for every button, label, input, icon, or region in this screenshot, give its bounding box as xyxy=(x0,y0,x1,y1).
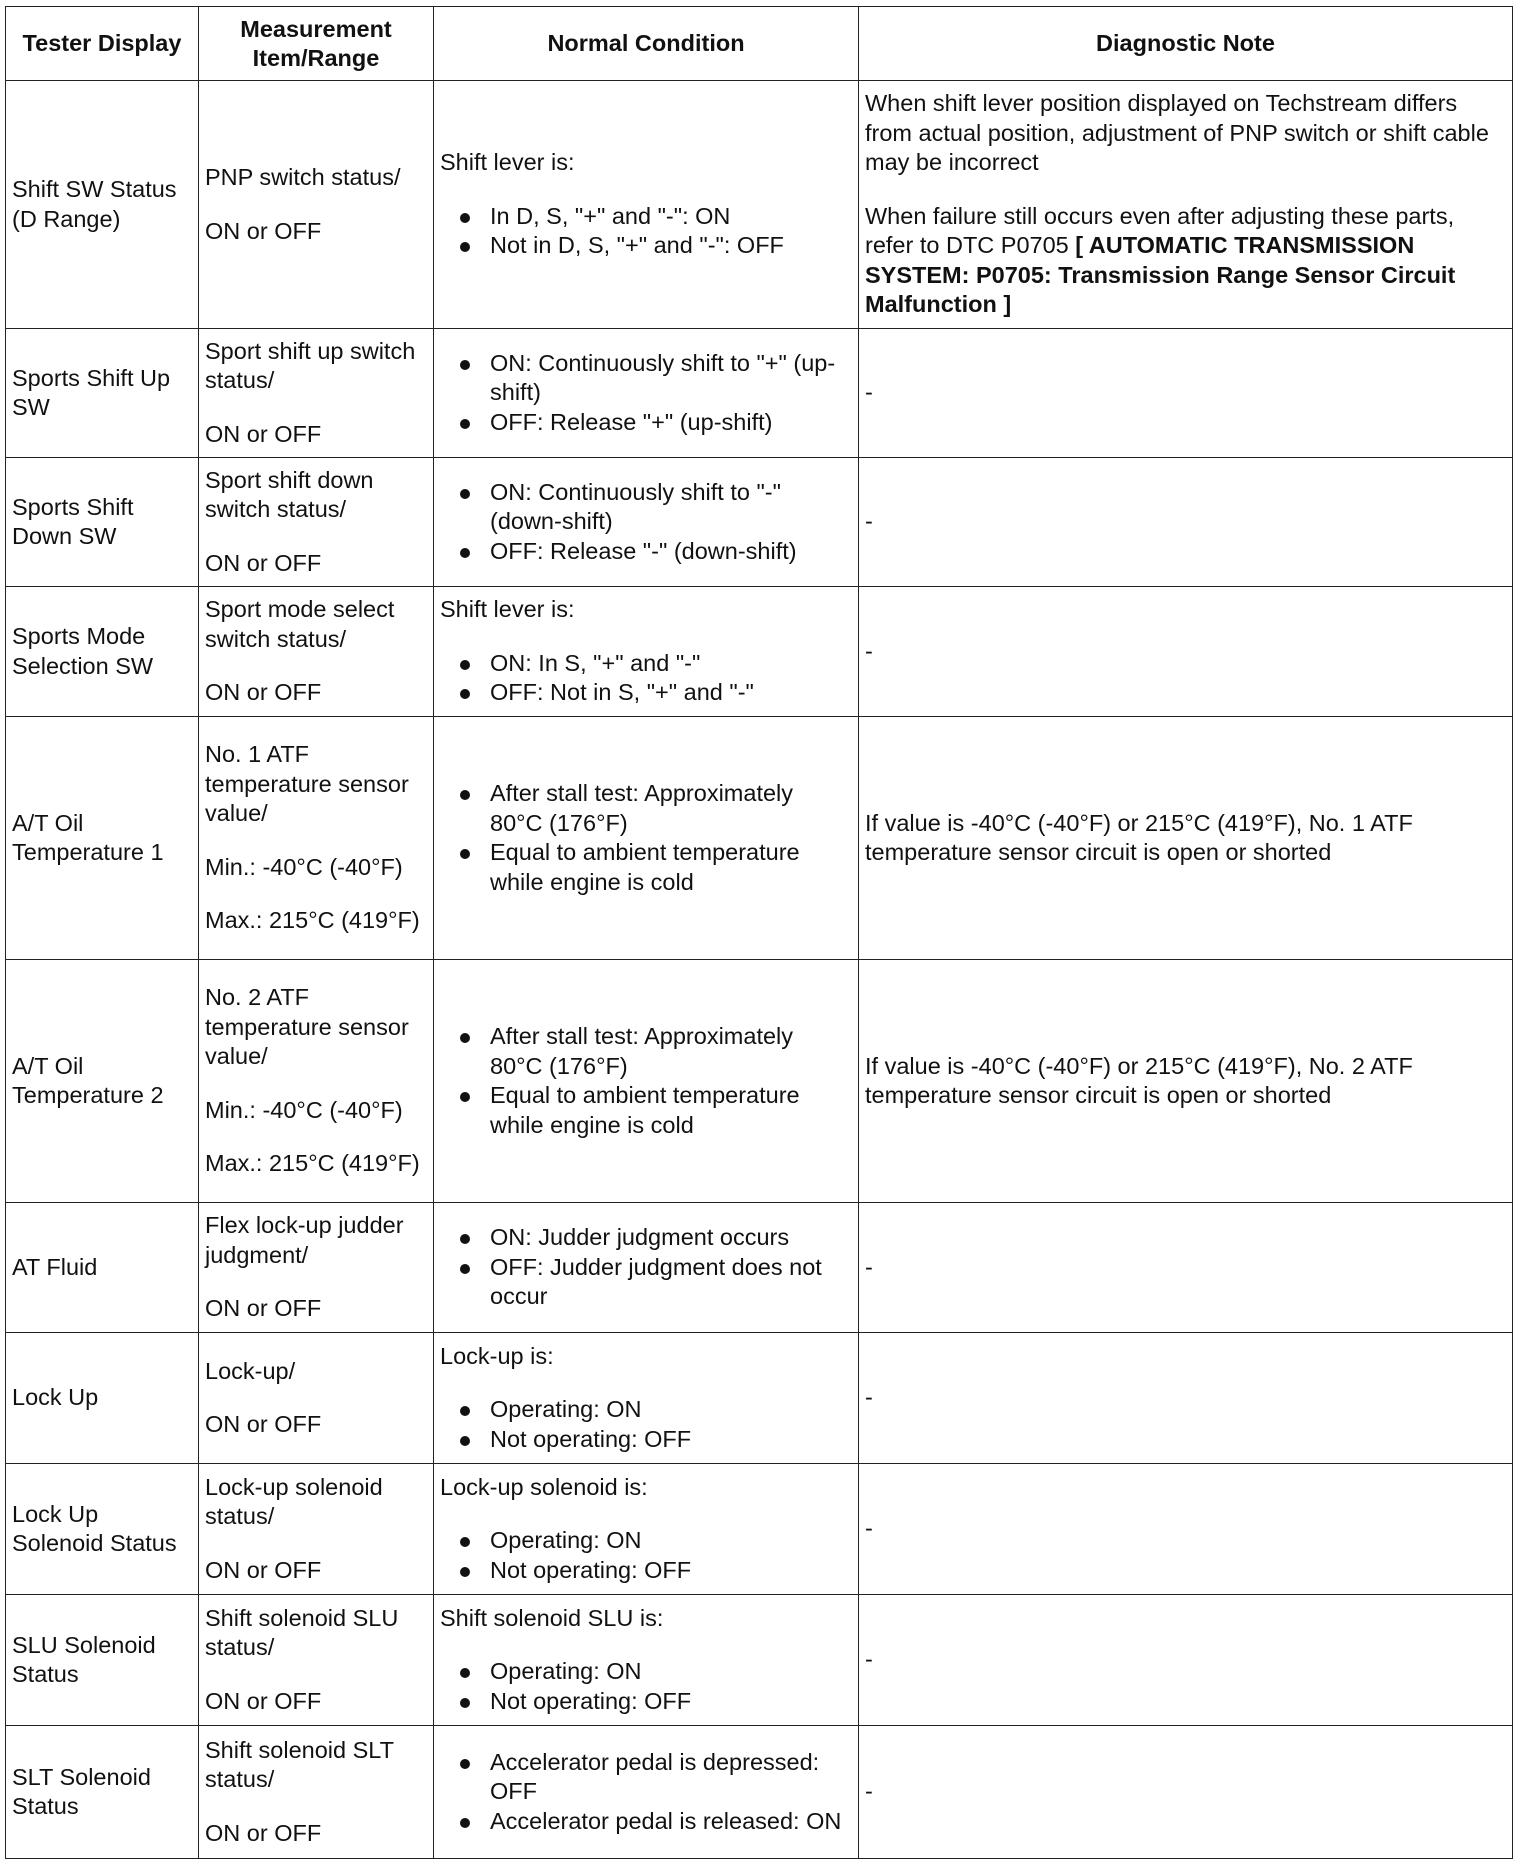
measurement-item: No. 2 ATF temperature sensor value/ xyxy=(205,984,409,1070)
list-item: Not operating: OFF xyxy=(440,1425,852,1455)
measurement-cell xyxy=(199,81,434,329)
tester-display-cell: A/T Oil Temperature 2 xyxy=(6,960,199,1203)
measurement-range: ON or OFF xyxy=(205,420,322,447)
header-tester-display: Tester Display xyxy=(6,7,199,81)
diagnostic-data-table xyxy=(5,6,1513,1859)
measurement-range: ON or OFF xyxy=(205,1295,322,1322)
diagnostic-note-cell: If value is -40°C (-40°F) or 215°C (419°F), No. 2 ATF temperature sensor circuit is open or shorted xyxy=(859,960,1513,1203)
list-item: Equal to ambient temperature while engine is cold xyxy=(440,838,852,897)
diagnostic-note-cell: - xyxy=(859,458,1513,587)
header-row xyxy=(6,7,1513,81)
tester-display-cell: Sports Mode Selection SW xyxy=(6,587,199,717)
table-row xyxy=(6,1333,1513,1464)
condition-list xyxy=(440,349,852,438)
table-row xyxy=(6,81,1513,329)
condition-list xyxy=(440,1223,852,1312)
tester-display-cell: Lock Up Solenoid Status xyxy=(6,1464,199,1595)
condition-list xyxy=(440,1748,852,1837)
list-item: After stall test: Approximately 80°C (176°F) xyxy=(440,779,852,838)
list-item: OFF: Release "-" (down-shift) xyxy=(440,537,852,567)
list-item: Equal to ambient temperature while engine is cold xyxy=(440,1081,852,1140)
measurement-item: Flex lock-up judder judgment/ xyxy=(205,1212,404,1268)
list-item: Not in D, S, "+" and "-": OFF xyxy=(440,231,852,261)
measurement-cell xyxy=(199,1203,434,1333)
tester-display-cell: AT Fluid xyxy=(6,1203,199,1333)
normal-condition-cell xyxy=(434,329,859,458)
measurement-cell xyxy=(199,717,434,960)
header-normal-condition: Normal Condition xyxy=(434,7,859,81)
measurement-item: Shift solenoid SLT status/ xyxy=(205,1736,394,1793)
measurement-cell xyxy=(199,1595,434,1726)
condition-lead: Shift lever is: xyxy=(440,149,575,176)
condition-list xyxy=(440,1022,852,1140)
normal-condition-cell xyxy=(434,1595,859,1726)
list-item: OFF: Not in S, "+" and "-" xyxy=(440,678,852,708)
condition-lead: Shift solenoid SLU is: xyxy=(440,1604,664,1631)
condition-list xyxy=(440,478,852,567)
list-item: Accelerator pedal is released: ON xyxy=(440,1807,852,1837)
measurement-cell xyxy=(199,458,434,587)
measurement-cell xyxy=(199,1464,434,1595)
list-item: ON: Continuously shift to "+" (up-shift) xyxy=(440,349,852,408)
measurement-range: ON or OFF xyxy=(205,1819,322,1846)
list-item: Not operating: OFF xyxy=(440,1556,852,1586)
condition-lead: Lock-up is: xyxy=(440,1342,554,1369)
list-item: OFF: Judder judgment does not occur xyxy=(440,1253,852,1312)
measurement-max: Max.: 215°C (419°F) xyxy=(205,907,420,934)
list-item: ON: In S, "+" and "-" xyxy=(440,649,852,679)
table-row xyxy=(6,329,1513,458)
measurement-item: Sport shift up switch status/ xyxy=(205,337,416,394)
list-item: OFF: Release "+" (up-shift) xyxy=(440,408,852,438)
diagnostic-note-cell: - xyxy=(859,587,1513,717)
dtc-reference-link[interactable]: [ AUTOMATIC TRANSMISSION SYSTEM: P0705: Transmission Range Sensor Circuit Malfunction ] xyxy=(865,232,1456,318)
diagnostic-note-cell: - xyxy=(859,1595,1513,1726)
table-row xyxy=(6,1464,1513,1595)
header-measurement-item: Measurement Item/Range xyxy=(199,7,434,81)
diagnostic-note-cell: - xyxy=(859,1333,1513,1464)
measurement-cell xyxy=(199,960,434,1203)
condition-list xyxy=(440,649,852,708)
measurement-cell xyxy=(199,587,434,717)
list-item: Operating: ON xyxy=(440,1395,852,1425)
tester-display-cell: SLT Solenoid Status xyxy=(6,1726,199,1859)
table-row xyxy=(6,458,1513,587)
measurement-min: Min.: -40°C (-40°F) xyxy=(205,1096,403,1123)
measurement-item: No. 1 ATF temperature sensor value/ xyxy=(205,741,409,827)
normal-condition-cell xyxy=(434,960,859,1203)
measurement-range: ON or OFF xyxy=(205,1687,322,1714)
measurement-cell xyxy=(199,1726,434,1859)
normal-condition-cell xyxy=(434,81,859,329)
condition-lead: Lock-up solenoid is: xyxy=(440,1473,648,1500)
measurement-item: Lock-up solenoid status/ xyxy=(205,1473,383,1530)
tester-display-cell: Shift SW Status (D Range) xyxy=(6,81,199,329)
measurement-range: ON or OFF xyxy=(205,217,322,244)
condition-list xyxy=(440,1657,852,1716)
condition-list xyxy=(440,1395,852,1454)
table-row xyxy=(6,587,1513,717)
normal-condition-cell xyxy=(434,587,859,717)
measurement-item: PNP switch status/ xyxy=(205,164,401,190)
normal-condition-cell xyxy=(434,717,859,960)
diagnostic-note-cell: - xyxy=(859,329,1513,458)
note-paragraph: When shift lever position displayed on Techstream differs from actual position, adjustment of PNP switch or shift cable may be incorrect xyxy=(865,90,1489,176)
normal-condition-cell xyxy=(434,1464,859,1595)
table-row xyxy=(6,1595,1513,1726)
list-item: Operating: ON xyxy=(440,1526,852,1556)
table-row xyxy=(6,1203,1513,1333)
list-item: Accelerator pedal is depressed: OFF xyxy=(440,1748,852,1807)
diagnostic-note-cell: If value is -40°C (-40°F) or 215°C (419°F), No. 1 ATF temperature sensor circuit is open or shorted xyxy=(859,717,1513,960)
measurement-cell xyxy=(199,329,434,458)
tester-display-cell: SLU Solenoid Status xyxy=(6,1595,199,1726)
measurement-item: Lock-up/ xyxy=(205,1357,296,1384)
condition-lead: Shift lever is: xyxy=(440,596,575,623)
condition-list xyxy=(440,202,852,261)
measurement-min: Min.: -40°C (-40°F) xyxy=(205,853,403,880)
list-item: ON: Continuously shift to "-" (down-shift) xyxy=(440,478,852,537)
measurement-item: Shift solenoid SLU status/ xyxy=(205,1604,399,1661)
tester-display-cell: A/T Oil Temperature 1 xyxy=(6,717,199,960)
measurement-max: Max.: 215°C (419°F) xyxy=(205,1150,420,1177)
table-row xyxy=(6,717,1513,960)
header-diagnostic-note: Diagnostic Note xyxy=(859,7,1513,81)
diagnostic-note-cell: - xyxy=(859,1203,1513,1333)
list-item: ON: Judder judgment occurs xyxy=(440,1223,852,1253)
measurement-range: ON or OFF xyxy=(205,679,322,706)
measurement-item: Sport shift down switch status/ xyxy=(205,466,374,523)
list-item: In D, S, "+" and "-": ON xyxy=(440,202,852,232)
measurement-range: ON or OFF xyxy=(205,1556,322,1583)
list-item: Operating: ON xyxy=(440,1657,852,1687)
tester-display-cell: Sports Shift Up SW xyxy=(6,329,199,458)
normal-condition-cell xyxy=(434,458,859,587)
measurement-item: Sport mode select switch status/ xyxy=(205,596,395,652)
list-item: Not operating: OFF xyxy=(440,1687,852,1717)
note-paragraph-dtc xyxy=(865,202,1506,320)
condition-list xyxy=(440,1526,852,1585)
condition-list xyxy=(440,779,852,897)
diagnostic-note-cell: - xyxy=(859,1464,1513,1595)
table-row xyxy=(6,1726,1513,1859)
diagnostic-note-cell xyxy=(859,81,1513,329)
table-row xyxy=(6,960,1513,1203)
list-item: After stall test: Approximately 80°C (176°F) xyxy=(440,1022,852,1081)
diagnostic-note-cell: - xyxy=(859,1726,1513,1859)
measurement-cell xyxy=(199,1333,434,1464)
note-text: When failure still occurs even after adjusting these parts, refer to DTC P0705 xyxy=(865,202,1455,259)
tester-display-cell: Sports Shift Down SW xyxy=(6,458,199,587)
tester-display-cell: Lock Up xyxy=(6,1333,199,1464)
measurement-range: ON or OFF xyxy=(205,549,322,576)
normal-condition-cell xyxy=(434,1726,859,1859)
measurement-range: ON or OFF xyxy=(205,1411,322,1437)
normal-condition-cell xyxy=(434,1333,859,1464)
normal-condition-cell xyxy=(434,1203,859,1333)
